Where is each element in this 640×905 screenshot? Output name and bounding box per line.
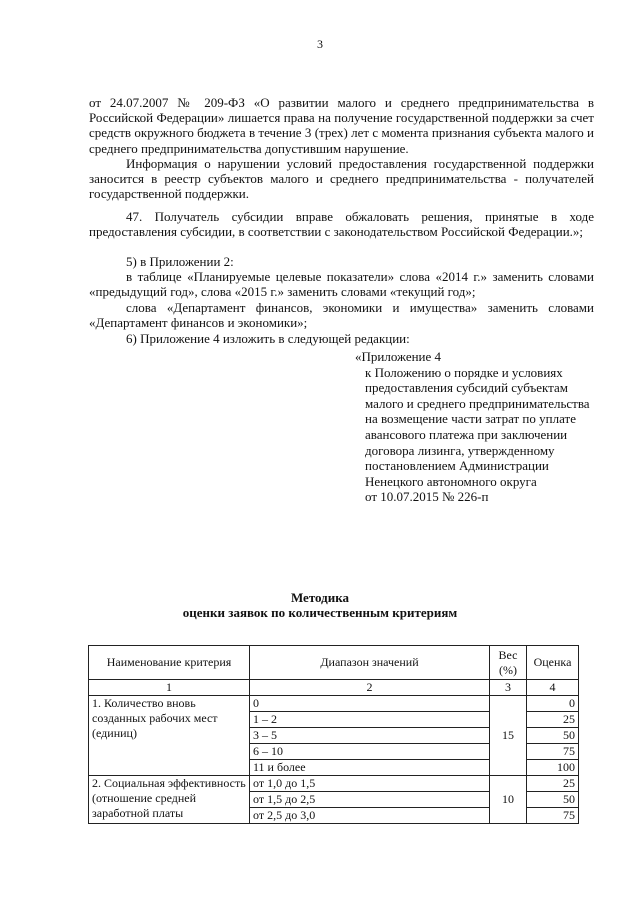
paragraph-1: от 24.07.2007 № 209-ФЗ «О развитии малого и среднего предпринимательства в Российской Федерации» лишается права на получение государственной поддержки за счет средств окружного бюджета в течение 3 (трех) лет с момента признания субъекта малого и среднего предпринимательства допустившим нарушение. (89, 95, 594, 156)
score-cell: 0 (527, 696, 579, 712)
weight-cell: 15 (490, 696, 527, 776)
appendix-body: к Положению о порядке и условиях предоставления субсидий субъектам малого и среднего предпринимательства на возмещение части затрат по уплате авансового платежа при заключении договора лизинга, утвержденному постановлением Администрации Ненецкого автономного округа (365, 364, 590, 489)
header-weight: Вес (%) (490, 646, 527, 680)
paragraph-2: Информация о нарушении условий предоставления государственной поддержки заносится в реестр субъектов малого и среднего предпринимательства - получателей государственной поддержки. (89, 156, 594, 202)
column-number: 3 (490, 680, 527, 696)
paragraph-3: 47. Получатель субсидии вправе обжаловать решения, принятые в ходе предоставления субсидии, в соответствии с законодательством Российской Федерации.»; (89, 209, 594, 240)
criterion-name: 1. Количество вновь созданных рабочих мест (единиц) (89, 696, 250, 776)
range-cell: 1 – 2 (250, 712, 490, 728)
header-name: Наименование критерия (89, 646, 250, 680)
appendix-title: «Приложение 4 (355, 349, 442, 364)
methodology-subtitle: оценки заявок по количественным критериям (182, 605, 458, 620)
criteria-table (88, 645, 579, 824)
range-cell: 3 – 5 (250, 728, 490, 744)
range-cell: 6 – 10 (250, 744, 490, 760)
range-cell: 0 (250, 696, 490, 712)
paragraph-6: слова «Департамент финансов, экономики и имущества» заменить словами «Департамент финансов и экономики»; (89, 300, 594, 331)
score-cell: 75 (527, 808, 579, 824)
header-range: Диапазон значений (250, 646, 490, 680)
range-cell: от 1,0 до 1,5 (250, 776, 490, 792)
score-cell: 25 (527, 712, 579, 728)
column-number: 1 (89, 680, 250, 696)
paragraph-7: 6) Приложение 4 изложить в следующей редакции: (126, 331, 410, 346)
paragraph-4: 5) в Приложении 2: (126, 254, 234, 269)
methodology-title: Методика (290, 590, 350, 605)
appendix-date: от 10.07.2015 № 226-п (365, 489, 489, 505)
column-number: 4 (527, 680, 579, 696)
range-cell: от 2,5 до 3,0 (250, 808, 490, 824)
score-cell: 75 (527, 744, 579, 760)
range-cell: 11 и более (250, 760, 490, 776)
score-cell: 25 (527, 776, 579, 792)
paragraph-5: в таблице «Планируемые целевые показатели» слова «2014 г.» заменить словами «предыдущий год», слова «2015 г.» заменить словами «текущий год»; (89, 269, 594, 300)
criterion-name: 2. Социальная эффективность (отношение средней заработной платы (89, 776, 250, 824)
column-number: 2 (250, 680, 490, 696)
header-score: Оценка (527, 646, 579, 680)
score-cell: 50 (527, 792, 579, 808)
page-number: 3 (317, 37, 323, 51)
score-cell: 50 (527, 728, 579, 744)
range-cell: от 1,5 до 2,5 (250, 792, 490, 808)
appendix-header (355, 349, 605, 505)
score-cell: 100 (527, 760, 579, 776)
weight-cell: 10 (490, 776, 527, 824)
